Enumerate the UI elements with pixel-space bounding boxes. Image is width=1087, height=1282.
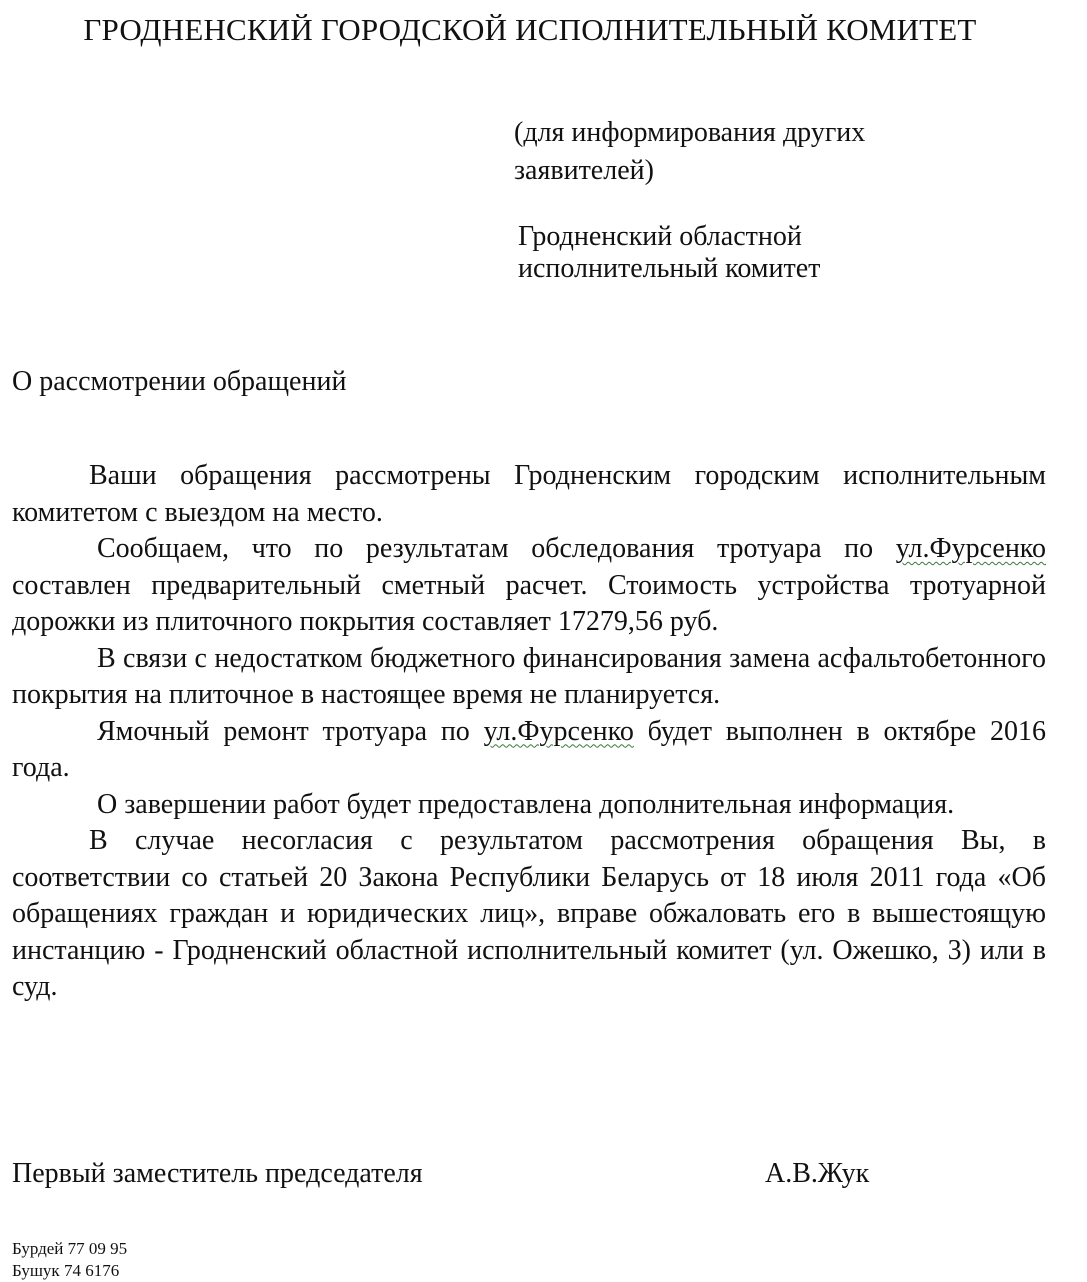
body-paragraph: В случае несогласия с результатом рассмотрения обращения Вы, в соответствии со статьей 20 Закона Республики Беларусь от 18 июля 2011 года «Об обращениях граждан и юридических лиц», вправе обжаловать его в вышестоящую инстанцию - Гродненский областной исполнительный комитет (ул. Ожешко, 3) или в суд.	[12, 825, 1046, 1002]
addressee-line: Гродненский областной	[518, 221, 802, 252]
letter-subject: О рассмотрении обращений	[12, 366, 347, 397]
document-header: ГРОДНЕНСКИЙ ГОРОДСКОЙ ИСПОЛНИТЕЛЬНЫЙ КОМИТЕТ	[83, 12, 977, 47]
paragraph-text: Ямочный ремонт тротуара по	[97, 715, 484, 747]
addressee-line: заявителей)	[514, 155, 654, 186]
addressee-other-applicants	[514, 114, 964, 190]
addressee-line: (для информирования других	[514, 117, 866, 148]
paragraph-text: будет выполнен в октябре 2016 года.	[12, 715, 1047, 783]
street-name: ул.Фурсенко	[895, 533, 1046, 564]
street-name: ул.Фурсенко	[483, 715, 634, 747]
signatory-name: А.В.Жук	[765, 1158, 870, 1189]
addressee-line: исполнительный комитет	[518, 253, 821, 284]
letter-body	[12, 458, 1046, 1006]
paragraph-text: Сообщаем, что по результатам обследования тротуара по	[97, 533, 896, 564]
paragraph-text: составлен предварительный сметный расчет. Стоимость устройства тротуарной дорожки из плиточного покрытия составляет 17279,56 руб.	[12, 569, 1046, 637]
body-paragraph: О завершении работ будет предоставлена дополнительная информация.	[97, 788, 955, 820]
addressee-regional-committee	[518, 221, 968, 285]
body-paragraph: В связи с недостатком бюджетного финансирования замена асфальтобетонного покрытия на плиточное в настоящее время не планируется.	[12, 642, 1046, 710]
contact-line: Бушук 74 6176	[12, 1261, 120, 1280]
body-paragraph	[12, 714, 1046, 787]
contact-line: Бурдей 77 09 95	[12, 1239, 128, 1258]
body-paragraph	[12, 531, 1046, 641]
signatory-title: Первый заместитель председателя	[12, 1158, 423, 1189]
body-paragraph: Ваши обращения рассмотрены Гродненским городским исполнительным комитетом с выездом на место.	[12, 460, 1046, 528]
